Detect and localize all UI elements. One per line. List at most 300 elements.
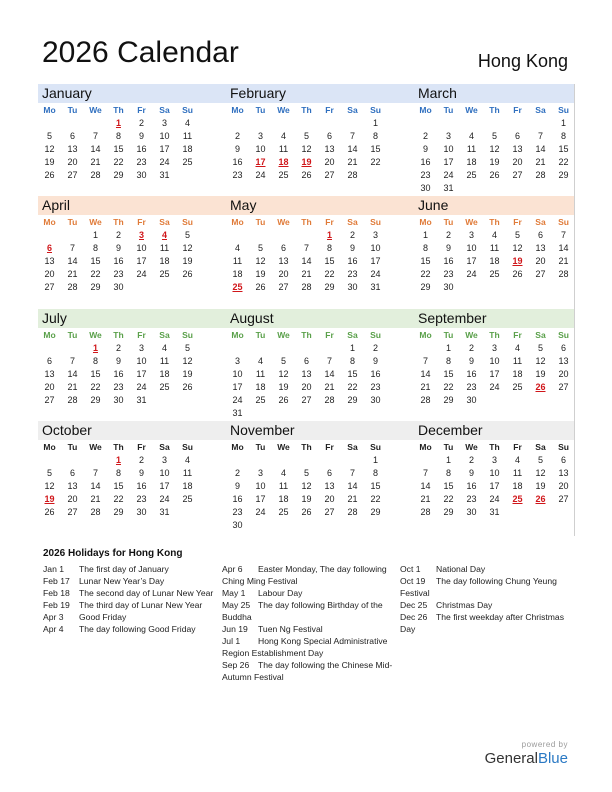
- day-cell: 11: [278, 144, 289, 154]
- weekday-label: Mo: [419, 330, 432, 340]
- day-cell: 16: [466, 369, 477, 379]
- day-cell: 14: [301, 256, 312, 266]
- day-cell: 5: [280, 356, 286, 366]
- day-cell: 23: [232, 507, 243, 517]
- day-cell: 6: [560, 455, 566, 465]
- day-cell: 6: [560, 343, 566, 353]
- weekday-label: Sa: [535, 442, 546, 452]
- day-cell: 7: [69, 243, 75, 253]
- day-blank: [38, 454, 61, 467]
- day-cell: 24: [370, 269, 381, 279]
- holiday-day: 6: [46, 243, 52, 253]
- day-cell: 12: [489, 144, 500, 154]
- day-cell: 11: [466, 144, 477, 154]
- holiday-date: Sep 26: [222, 660, 250, 670]
- weekday-label: We: [465, 442, 478, 452]
- holiday-entry: [43, 623, 218, 635]
- brand-text-blue: Blue: [537, 750, 568, 767]
- day-blank: [249, 454, 272, 467]
- brand-logo[interactable]: [485, 750, 568, 767]
- weekday-label: Su: [558, 217, 569, 227]
- holiday-entry: [400, 563, 572, 575]
- day-cell: 5: [514, 230, 520, 240]
- day-cell: 15: [90, 369, 101, 379]
- day-cell: 7: [349, 131, 355, 141]
- day-cell: 14: [90, 144, 101, 154]
- day-cell: 27: [558, 382, 569, 392]
- day-cell: 10: [489, 468, 500, 478]
- day-cell: 8: [115, 468, 121, 478]
- month-name: November: [226, 421, 414, 440]
- day-blank: [38, 117, 61, 130]
- day-cell: 9: [138, 131, 144, 141]
- weekday-label: Fr: [325, 105, 334, 115]
- day-blank: [249, 342, 272, 355]
- day-cell: 7: [560, 230, 566, 240]
- weekday-label: Tu: [67, 217, 78, 227]
- day-cell: 16: [136, 144, 147, 154]
- day-cell: 14: [347, 144, 358, 154]
- weekday-label: Fr: [137, 105, 146, 115]
- month-october: [38, 421, 226, 519]
- weekday-header: [226, 103, 414, 117]
- day-cell: 29: [420, 282, 431, 292]
- day-cell: 24: [489, 494, 500, 504]
- day-cell: 13: [67, 144, 78, 154]
- day-cell: 24: [443, 170, 454, 180]
- day-cell: 3: [491, 343, 497, 353]
- month-name: May: [226, 196, 414, 215]
- day-grid: [226, 454, 414, 532]
- weekday-header: [226, 328, 414, 342]
- month-name: February: [226, 84, 414, 103]
- weekday-label: Th: [113, 442, 124, 452]
- month-name: April: [38, 196, 226, 215]
- day-cell: 26: [301, 170, 312, 180]
- day-cell: 29: [443, 395, 454, 405]
- day-cell: 18: [512, 481, 523, 491]
- day-blank: [61, 454, 84, 467]
- day-cell: 1: [372, 118, 378, 128]
- weekday-label: Mo: [419, 105, 432, 115]
- weekday-label: Sa: [347, 105, 358, 115]
- day-cell: 4: [184, 455, 190, 465]
- day-cell: 11: [232, 256, 243, 266]
- day-cell: 21: [90, 157, 101, 167]
- day-cell: 8: [92, 243, 98, 253]
- day-cell: 9: [468, 356, 474, 366]
- day-cell: 30: [370, 395, 381, 405]
- calendar-grid: [38, 84, 575, 536]
- month-name: October: [38, 421, 226, 440]
- day-cell: 31: [159, 507, 170, 517]
- day-blank: [295, 229, 318, 242]
- holiday-date: Oct 1: [400, 564, 421, 574]
- weekday-label: We: [89, 217, 102, 227]
- day-blank: [61, 117, 84, 130]
- day-cell: 2: [234, 131, 240, 141]
- day-cell: 28: [347, 170, 358, 180]
- weekday-label: Su: [182, 330, 193, 340]
- day-cell: 20: [558, 481, 569, 491]
- day-cell: 21: [301, 269, 312, 279]
- day-cell: 19: [255, 269, 266, 279]
- weekday-label: Mo: [231, 217, 244, 227]
- day-cell: 8: [349, 356, 355, 366]
- day-cell: 4: [280, 468, 286, 478]
- day-cell: 29: [324, 282, 335, 292]
- day-cell: 17: [159, 481, 170, 491]
- day-grid: [38, 117, 226, 182]
- day-cell: 21: [535, 157, 546, 167]
- day-cell: 20: [44, 382, 55, 392]
- day-cell: 10: [370, 243, 381, 253]
- holiday-name: Hong Kong Special Administrative Region Establishment Day: [222, 636, 388, 658]
- day-cell: 30: [113, 282, 124, 292]
- day-cell: 23: [113, 382, 124, 392]
- day-cell: 20: [324, 157, 335, 167]
- holiday-date: Apr 4: [43, 624, 64, 634]
- weekday-label: We: [277, 330, 290, 340]
- holiday-entry: [43, 611, 218, 623]
- day-cell: 6: [326, 468, 332, 478]
- day-cell: 20: [67, 157, 78, 167]
- day-cell: 29: [90, 282, 101, 292]
- day-cell: 10: [255, 481, 266, 491]
- day-cell: 29: [443, 507, 454, 517]
- weekday-label: Sa: [159, 330, 170, 340]
- day-cell: 21: [347, 157, 358, 167]
- day-cell: 30: [232, 520, 243, 530]
- day-cell: 15: [443, 369, 454, 379]
- day-blank: [226, 454, 249, 467]
- day-blank: [272, 454, 295, 467]
- day-cell: 16: [232, 157, 243, 167]
- day-cell: 23: [136, 157, 147, 167]
- weekday-label: Su: [558, 442, 569, 452]
- holiday-date: Feb 18: [43, 588, 70, 598]
- month-name: March: [414, 84, 575, 103]
- day-cell: 23: [347, 269, 358, 279]
- day-cell: 22: [370, 157, 381, 167]
- day-cell: 6: [303, 356, 309, 366]
- month-july: [38, 309, 226, 407]
- day-cell: 1: [445, 343, 451, 353]
- day-cell: 18: [159, 369, 170, 379]
- day-cell: 15: [113, 144, 124, 154]
- holiday-name: The second day of Lunar New Year: [79, 588, 214, 598]
- day-blank: [295, 454, 318, 467]
- day-cell: 22: [370, 494, 381, 504]
- day-cell: 15: [370, 144, 381, 154]
- day-cell: 26: [44, 170, 55, 180]
- day-cell: 13: [512, 144, 523, 154]
- day-cell: 28: [67, 282, 78, 292]
- day-cell: 17: [489, 481, 500, 491]
- day-cell: 26: [255, 282, 266, 292]
- day-cell: 7: [69, 356, 75, 366]
- day-blank: [226, 342, 249, 355]
- day-cell: 4: [257, 356, 263, 366]
- day-cell: 18: [278, 494, 289, 504]
- holiday-day: 25: [512, 494, 523, 504]
- month-may: [226, 196, 414, 294]
- day-cell: 4: [161, 343, 167, 353]
- day-cell: 17: [466, 256, 477, 266]
- weekday-label: Fr: [137, 330, 146, 340]
- day-blank: [249, 117, 272, 130]
- day-cell: 15: [443, 481, 454, 491]
- day-cell: 12: [278, 369, 289, 379]
- day-cell: 14: [420, 481, 431, 491]
- day-cell: 1: [445, 455, 451, 465]
- day-cell: 10: [232, 369, 243, 379]
- day-cell: 11: [182, 131, 193, 141]
- day-cell: 1: [560, 118, 566, 128]
- holiday-name: The day following Good Friday: [79, 624, 196, 634]
- day-cell: 15: [558, 144, 569, 154]
- day-cell: 2: [372, 343, 378, 353]
- day-cell: 27: [558, 494, 569, 504]
- day-cell: 4: [280, 131, 286, 141]
- day-cell: 25: [466, 170, 477, 180]
- day-cell: 28: [558, 269, 569, 279]
- day-cell: 30: [443, 282, 454, 292]
- day-grid: [226, 117, 414, 182]
- day-cell: 25: [278, 170, 289, 180]
- day-cell: 11: [489, 243, 500, 253]
- day-cell: 11: [512, 468, 523, 478]
- weekday-label: Mo: [43, 105, 56, 115]
- day-cell: 17: [232, 382, 243, 392]
- day-cell: 8: [115, 131, 121, 141]
- day-cell: 16: [113, 369, 124, 379]
- day-cell: 5: [46, 468, 52, 478]
- day-cell: 4: [468, 131, 474, 141]
- day-cell: 11: [255, 369, 266, 379]
- holiday-name: The first weekday after Christmas Day: [400, 612, 564, 634]
- weekday-label: Tu: [255, 442, 266, 452]
- day-grid: [226, 342, 414, 420]
- month-december: [414, 421, 575, 519]
- day-cell: 15: [370, 481, 381, 491]
- holiday-day: 17: [255, 157, 266, 167]
- weekday-label: Fr: [325, 217, 334, 227]
- day-cell: 28: [90, 170, 101, 180]
- weekday-label: Sa: [347, 442, 358, 452]
- day-cell: 27: [67, 170, 78, 180]
- weekday-label: Sa: [159, 442, 170, 452]
- powered-by-text: powered by: [521, 740, 568, 749]
- day-cell: 23: [420, 170, 431, 180]
- holiday-day: 26: [535, 382, 546, 392]
- day-cell: 18: [255, 382, 266, 392]
- day-cell: 29: [347, 395, 358, 405]
- brand-text-general: General: [484, 750, 538, 767]
- weekday-header: [414, 328, 575, 342]
- day-cell: 13: [324, 144, 335, 154]
- weekday-label: Mo: [43, 330, 56, 340]
- day-cell: 16: [420, 157, 431, 167]
- day-cell: 14: [67, 256, 78, 266]
- day-cell: 31: [489, 507, 500, 517]
- day-cell: 31: [136, 395, 147, 405]
- weekday-label: Su: [182, 217, 193, 227]
- holiday-name: The day following Birthday of the Buddha: [222, 600, 383, 622]
- weekday-label: We: [465, 105, 478, 115]
- day-cell: 28: [324, 395, 335, 405]
- day-cell: 19: [535, 369, 546, 379]
- day-cell: 27: [324, 507, 335, 517]
- weekday-header: [38, 440, 226, 454]
- day-cell: 29: [90, 395, 101, 405]
- weekday-header: [414, 215, 575, 229]
- holiday-day: 19: [301, 157, 312, 167]
- day-blank: [318, 342, 341, 355]
- day-cell: 7: [92, 468, 98, 478]
- month-january: [38, 84, 226, 182]
- weekday-label: Th: [301, 105, 312, 115]
- month-april: [38, 196, 226, 294]
- day-cell: 5: [184, 343, 190, 353]
- holiday-entry: [43, 587, 218, 599]
- day-cell: 24: [159, 494, 170, 504]
- holiday-name: Tuen Ng Festival: [258, 624, 323, 634]
- day-cell: 5: [537, 455, 543, 465]
- day-cell: 26: [44, 507, 55, 517]
- day-blank: [414, 454, 437, 467]
- day-cell: 7: [422, 356, 428, 366]
- day-cell: 22: [558, 157, 569, 167]
- day-cell: 15: [420, 256, 431, 266]
- day-cell: 23: [443, 269, 454, 279]
- day-cell: 15: [324, 256, 335, 266]
- page-title: 2026 Calendar: [42, 36, 239, 69]
- day-blank: [318, 454, 341, 467]
- weekday-label: Fr: [137, 217, 146, 227]
- day-cell: 11: [512, 356, 523, 366]
- day-cell: 23: [113, 269, 124, 279]
- day-cell: 22: [443, 382, 454, 392]
- weekday-label: Th: [113, 217, 124, 227]
- day-cell: 6: [514, 131, 520, 141]
- day-cell: 26: [278, 395, 289, 405]
- day-cell: 13: [558, 356, 569, 366]
- day-grid: [414, 229, 575, 294]
- day-cell: 18: [466, 157, 477, 167]
- day-cell: 30: [466, 395, 477, 405]
- day-cell: 27: [512, 170, 523, 180]
- day-blank: [460, 117, 483, 130]
- day-grid: [38, 229, 226, 294]
- weekday-label: Fr: [325, 330, 334, 340]
- day-cell: 22: [347, 382, 358, 392]
- day-cell: 6: [537, 230, 543, 240]
- weekday-label: Su: [370, 330, 381, 340]
- weekday-label: Sa: [159, 105, 170, 115]
- day-cell: 11: [278, 481, 289, 491]
- day-cell: 2: [349, 230, 355, 240]
- holiday-column-1: [43, 563, 218, 635]
- day-cell: 26: [489, 170, 500, 180]
- day-blank: [437, 117, 460, 130]
- day-cell: 8: [560, 131, 566, 141]
- day-cell: 25: [182, 157, 193, 167]
- holiday-date: Feb 17: [43, 576, 70, 586]
- holiday-name: Good Friday: [79, 612, 127, 622]
- day-cell: 11: [159, 243, 170, 253]
- day-cell: 12: [512, 243, 523, 253]
- day-cell: 12: [182, 243, 193, 253]
- month-name: June: [414, 196, 575, 215]
- day-cell: 27: [44, 395, 55, 405]
- day-cell: 22: [113, 494, 124, 504]
- weekday-label: Tu: [67, 105, 78, 115]
- month-august: [226, 309, 414, 420]
- day-cell: 23: [136, 494, 147, 504]
- day-cell: 14: [347, 481, 358, 491]
- day-cell: 1: [422, 230, 428, 240]
- holiday-name: The day following the Chinese Mid-Autumn Festival: [222, 660, 393, 682]
- day-cell: 17: [370, 256, 381, 266]
- day-cell: 3: [372, 230, 378, 240]
- holiday-entry: [43, 563, 218, 575]
- day-cell: 11: [182, 468, 193, 478]
- day-cell: 9: [234, 481, 240, 491]
- weekday-label: Tu: [443, 442, 454, 452]
- day-blank: [84, 117, 107, 130]
- day-cell: 16: [370, 369, 381, 379]
- day-cell: 22: [113, 157, 124, 167]
- weekday-label: Th: [301, 442, 312, 452]
- day-cell: 3: [445, 131, 451, 141]
- weekday-label: Su: [182, 105, 193, 115]
- weekday-label: Mo: [231, 330, 244, 340]
- day-cell: 13: [301, 369, 312, 379]
- day-cell: 8: [422, 243, 428, 253]
- day-cell: 5: [257, 243, 263, 253]
- day-cell: 6: [326, 131, 332, 141]
- day-cell: 25: [512, 382, 523, 392]
- holiday-date: Apr 6: [222, 564, 243, 574]
- day-cell: 27: [44, 282, 55, 292]
- weekday-header: [38, 215, 226, 229]
- weekday-label: Th: [489, 217, 500, 227]
- day-cell: 30: [113, 395, 124, 405]
- day-blank: [61, 229, 84, 242]
- day-blank: [38, 342, 61, 355]
- day-cell: 5: [491, 131, 497, 141]
- weekday-label: We: [89, 105, 102, 115]
- day-cell: 5: [46, 131, 52, 141]
- weekday-label: Su: [370, 442, 381, 452]
- day-cell: 21: [324, 382, 335, 392]
- day-cell: 28: [67, 395, 78, 405]
- day-cell: 27: [324, 170, 335, 180]
- holiday-column-3: [400, 563, 572, 635]
- day-cell: 23: [232, 170, 243, 180]
- day-cell: 10: [136, 243, 147, 253]
- day-cell: 12: [535, 468, 546, 478]
- weekday-label: Tu: [255, 105, 266, 115]
- weekday-header: [38, 103, 226, 117]
- day-cell: 14: [535, 144, 546, 154]
- day-cell: 12: [301, 481, 312, 491]
- weekday-label: Mo: [43, 442, 56, 452]
- holiday-name: The first day of January: [79, 564, 169, 574]
- day-cell: 7: [422, 468, 428, 478]
- day-cell: 7: [303, 243, 309, 253]
